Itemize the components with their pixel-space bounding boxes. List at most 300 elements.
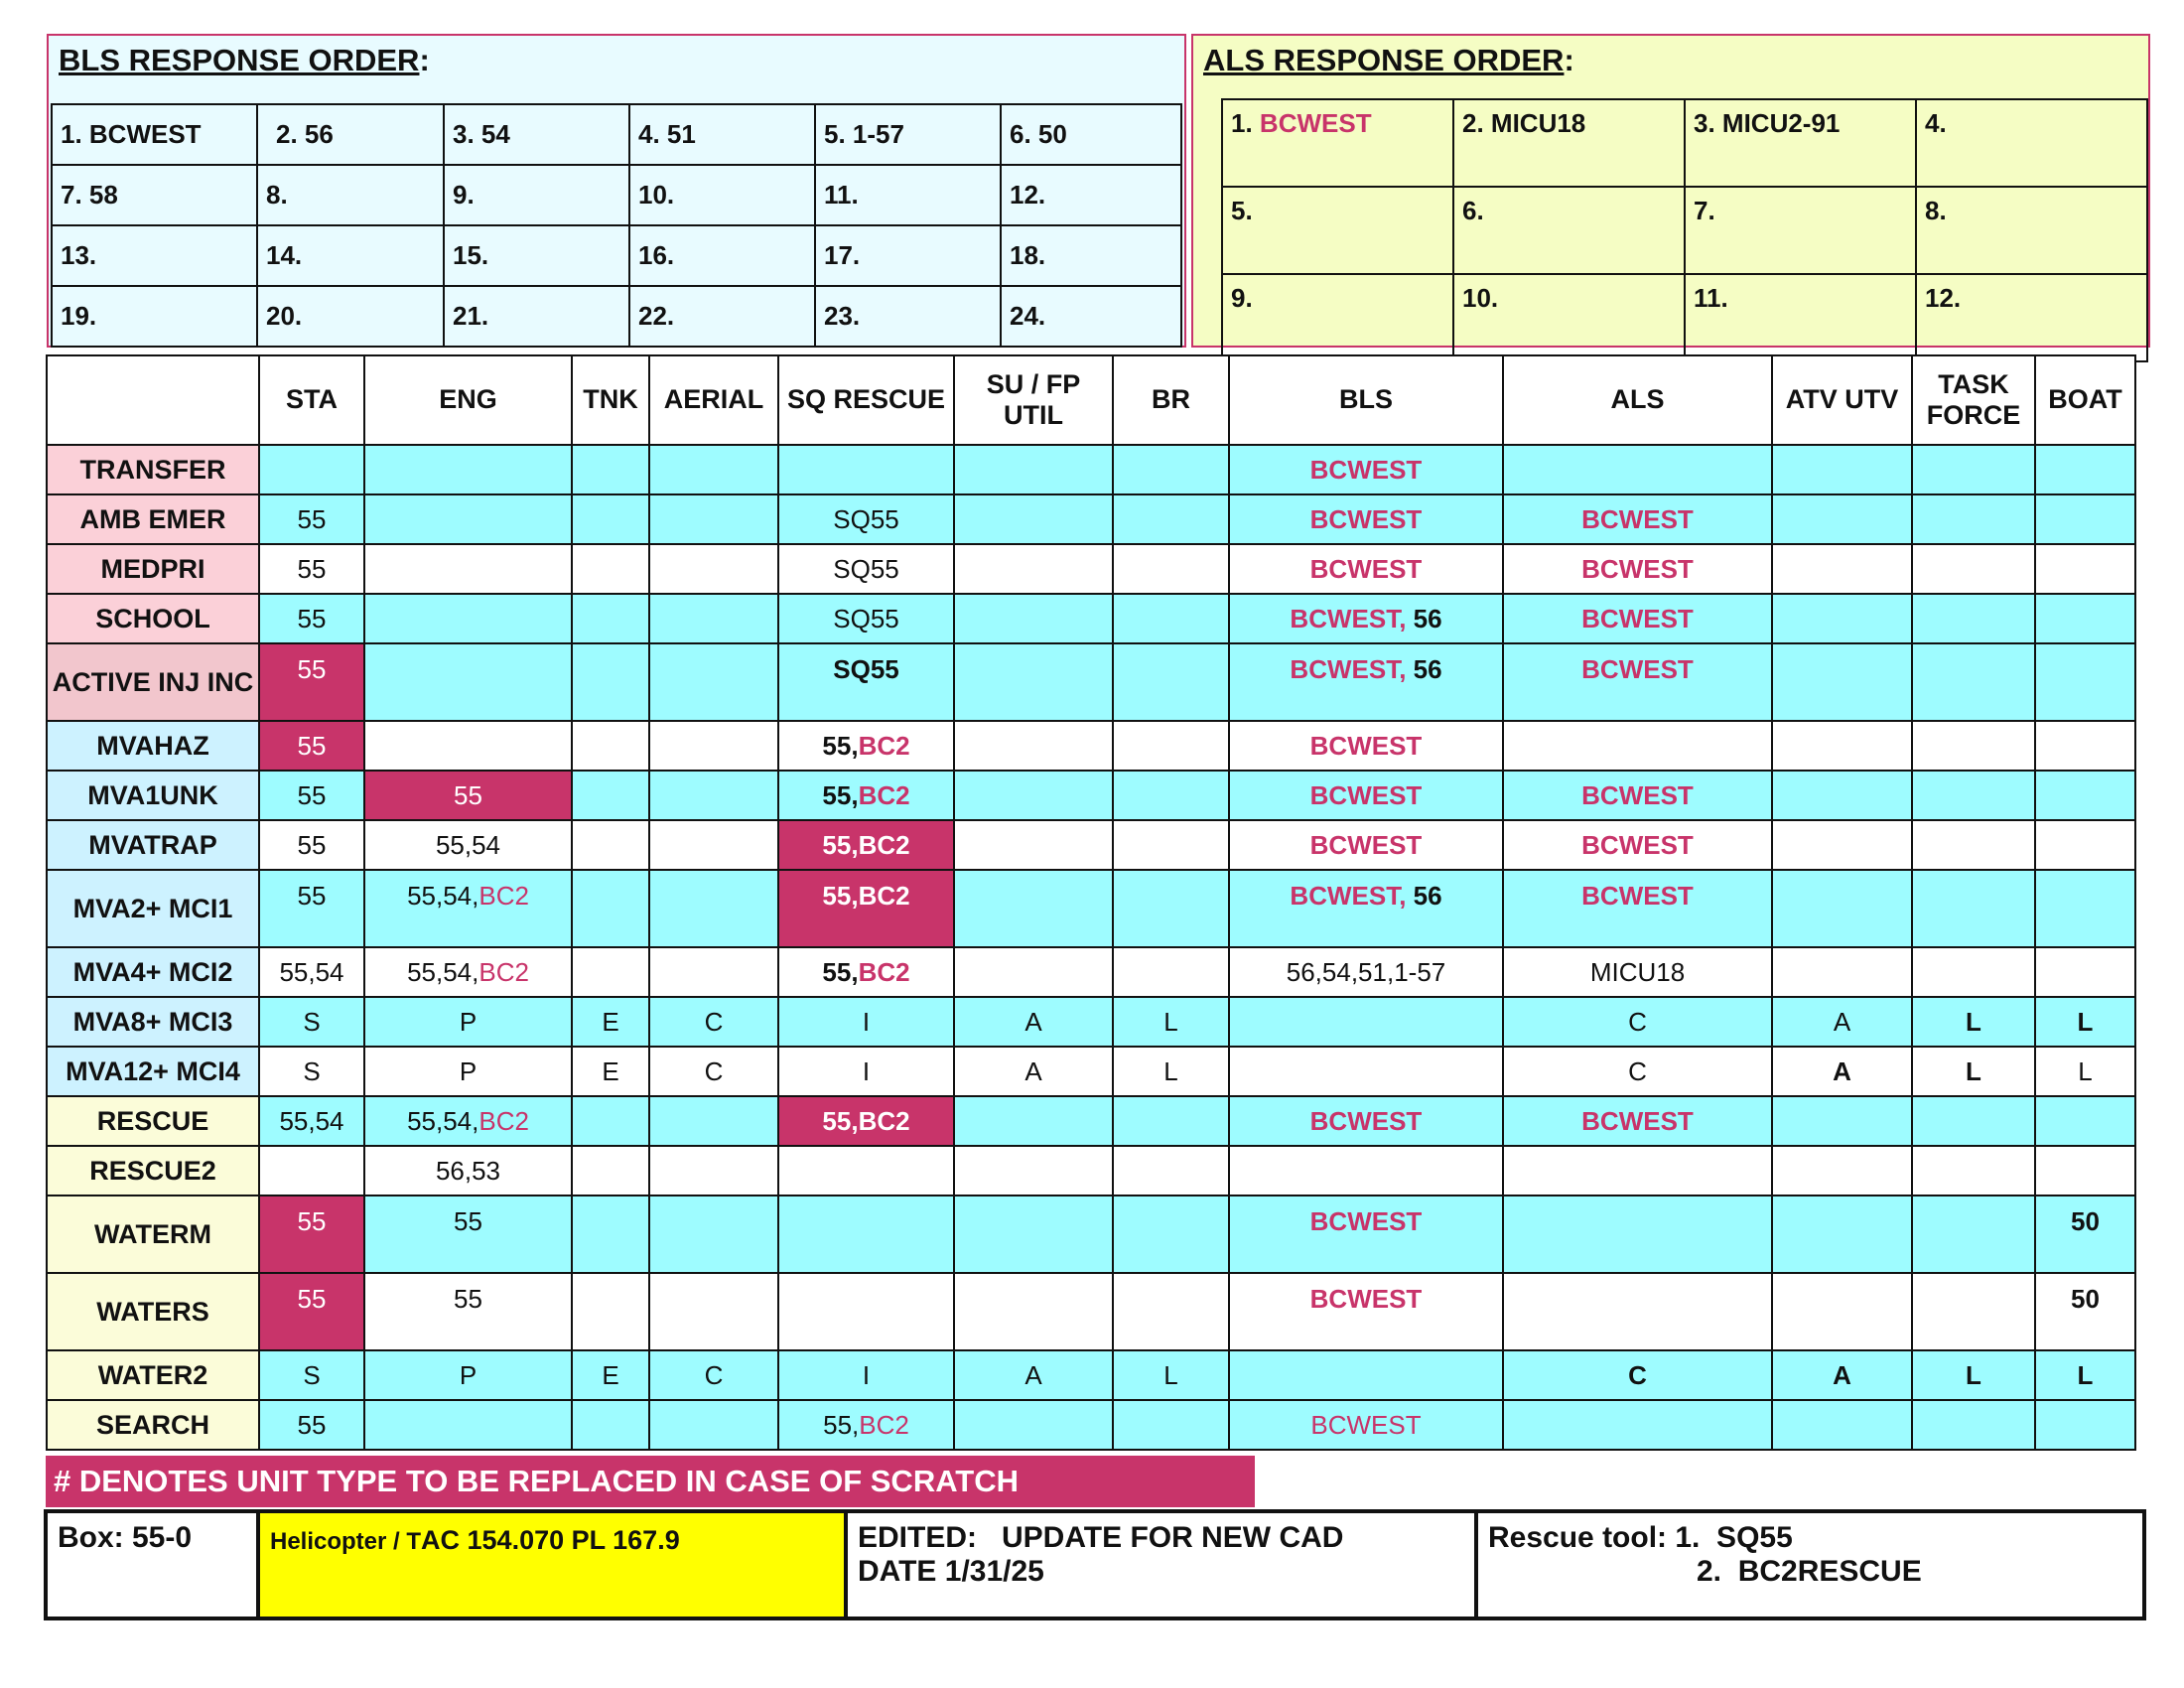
cell-value: 55 <box>822 829 852 860</box>
footer-info-table <box>44 1509 2146 1620</box>
matrix-row <box>47 870 2135 947</box>
cell-br <box>1113 1047 1229 1096</box>
cell-su <box>954 721 1113 771</box>
cell-br <box>1113 820 1229 870</box>
cell-su <box>954 1350 1113 1400</box>
cell-value: BCWEST <box>1309 553 1423 584</box>
cell-tf <box>1912 1096 2035 1146</box>
cell-aerial <box>649 544 778 594</box>
cell-als <box>1503 494 1772 544</box>
cell-su <box>954 643 1113 721</box>
cell-bls <box>1229 544 1503 594</box>
cell-value-secondary: BC2 <box>478 1105 529 1136</box>
cell-br <box>1113 594 1229 643</box>
cell-value: 55,54, <box>407 1105 479 1136</box>
separator: , <box>851 1105 859 1136</box>
cell-eng <box>364 1096 572 1146</box>
matrix-row <box>47 643 2135 721</box>
cell-sta <box>259 820 364 870</box>
cell-tnk <box>572 771 649 820</box>
cell-atv <box>1772 1047 1912 1096</box>
cell-atv <box>1772 544 1912 594</box>
cell-als <box>1503 1400 1772 1450</box>
cell-atv <box>1772 494 1912 544</box>
cell-sta <box>259 997 364 1047</box>
cell-value-secondary: BC2 <box>858 829 910 860</box>
cell-value: BCWEST <box>1581 1105 1694 1136</box>
cell-sq <box>778 544 954 594</box>
cell-tnk <box>572 1400 649 1450</box>
cell-br <box>1113 1350 1229 1400</box>
cell-eng <box>364 544 572 594</box>
cell-value: A <box>1833 1359 1851 1390</box>
cell-tf <box>1912 1400 2035 1450</box>
response-matrix <box>46 354 2136 1451</box>
cell-boat <box>2035 1400 2135 1450</box>
cell-sq <box>778 1273 954 1350</box>
cell-boat <box>2035 1273 2135 1350</box>
cell-value: SQ55 <box>833 503 899 534</box>
bls-order-cell: 14. <box>257 225 444 286</box>
row-label: SEARCH <box>47 1400 259 1450</box>
cell-atv <box>1772 870 1912 947</box>
bls-order-row <box>52 165 1181 225</box>
cell-value: 55 <box>454 779 482 810</box>
cell-value: 55 <box>297 1206 327 1236</box>
cell-value: I <box>862 1055 871 1086</box>
cell-value: I <box>862 1006 871 1037</box>
cell-boat <box>2035 1350 2135 1400</box>
cell-atv <box>1772 721 1912 771</box>
cell-bls <box>1229 643 1503 721</box>
matrix-row <box>47 1196 2135 1273</box>
bls-order-cell: 16. <box>629 225 815 286</box>
cell-tnk <box>572 594 649 643</box>
cell-als <box>1503 1047 1772 1096</box>
cell-aerial <box>649 997 778 1047</box>
bls-response-order-panel <box>47 34 1186 348</box>
cell-value: 55,54 <box>279 1105 344 1136</box>
als-order-row <box>1222 99 2147 187</box>
cell-sq <box>778 820 954 870</box>
cell-value-secondary: 56 <box>1413 654 1442 684</box>
cell-boat <box>2035 870 2135 947</box>
cell-tf <box>1912 594 2035 643</box>
row-label: TRANSFER <box>47 445 259 494</box>
bls-order-cell: 5. 1-57 <box>815 104 1001 165</box>
cell-sta <box>259 643 364 721</box>
cell-sq <box>778 771 954 820</box>
cell-su <box>954 1196 1113 1273</box>
matrix-row <box>47 544 2135 594</box>
cell-value: E <box>602 1055 619 1086</box>
cell-sq <box>778 445 954 494</box>
cell-value: 55 <box>822 1105 852 1136</box>
rescue-tool-line-1: Rescue tool: 1. SQ55 <box>1488 1521 1793 1554</box>
cell-value: A <box>1024 1359 1042 1390</box>
cell-aerial <box>649 870 778 947</box>
als-order-cell: 2. MICU18 <box>1453 99 1685 187</box>
cell-als <box>1503 820 1772 870</box>
cell-bls <box>1229 1400 1503 1450</box>
cell-tnk <box>572 721 649 771</box>
cell-aerial <box>649 721 778 771</box>
cell-tf <box>1912 544 2035 594</box>
bls-order-cell: 11. <box>815 165 1001 225</box>
cell-su <box>954 870 1113 947</box>
cell-tf <box>1912 1047 2035 1096</box>
bls-order-cell: 4. 51 <box>629 104 815 165</box>
cell-value: C <box>1628 1359 1647 1390</box>
cell-su <box>954 494 1113 544</box>
cell-boat <box>2035 445 2135 494</box>
bls-order-cell: 13. <box>52 225 257 286</box>
cell-su <box>954 1047 1113 1096</box>
cell-value: E <box>602 1359 619 1390</box>
cell-value: L <box>1966 1006 1981 1037</box>
cell-eng <box>364 643 572 721</box>
cell-eng <box>364 594 572 643</box>
cell-boat <box>2035 1196 2135 1273</box>
cell-value: BCWEST <box>1290 654 1400 684</box>
cell-boat <box>2035 947 2135 997</box>
cell-br <box>1113 870 1229 947</box>
als-order-cell: 9. <box>1222 274 1453 361</box>
cell-value: SQ55 <box>833 654 899 684</box>
cell-value: C <box>704 1359 724 1390</box>
cell-sta <box>259 1400 364 1450</box>
cell-sta <box>259 721 364 771</box>
cell-eng <box>364 1196 572 1273</box>
cell-value: A <box>1024 1006 1042 1037</box>
cell-sq <box>778 1400 954 1450</box>
cell-als <box>1503 1196 1772 1273</box>
cell-value-secondary: 56 <box>1413 881 1442 911</box>
als-order-grid <box>1221 98 2148 362</box>
cell-boat <box>2035 594 2135 643</box>
cell-value: E <box>602 1006 619 1037</box>
cell-value: BCWEST <box>1309 829 1423 860</box>
cell-tf <box>1912 494 2035 544</box>
cell-aerial <box>649 947 778 997</box>
cell-br <box>1113 947 1229 997</box>
cell-als <box>1503 1146 1772 1196</box>
als-order-cell: 7. <box>1685 187 1916 274</box>
cell-tnk <box>572 1196 649 1273</box>
bls-order-cell: 20. <box>257 286 444 347</box>
cell-als <box>1503 643 1772 721</box>
cell-bls <box>1229 445 1503 494</box>
column-header: TNK <box>572 355 649 445</box>
row-label: WATERM <box>47 1196 259 1273</box>
cell-tf <box>1912 1350 2035 1400</box>
matrix-row <box>47 947 2135 997</box>
cell-sq <box>778 494 954 544</box>
column-header: BR <box>1113 355 1229 445</box>
cell-eng <box>364 771 572 820</box>
matrix-header-row <box>47 355 2135 445</box>
cell-aerial <box>649 494 778 544</box>
cell-tf <box>1912 947 2035 997</box>
cell-sta <box>259 1350 364 1400</box>
matrix-row <box>47 494 2135 544</box>
cell-bls <box>1229 1096 1503 1146</box>
cell-value: BCWEST <box>1309 454 1423 485</box>
cell-su <box>954 544 1113 594</box>
separator: , <box>851 730 859 761</box>
cell-als <box>1503 1350 1772 1400</box>
cell-value: 50 <box>2071 1284 2100 1314</box>
row-label: MVA12+ MCI4 <box>47 1047 259 1096</box>
cell-value: BCWEST <box>1290 881 1400 911</box>
cell-value: 55 <box>297 730 327 761</box>
cell-value: BCWEST <box>1581 829 1694 860</box>
cell-tf <box>1912 445 2035 494</box>
cell-als <box>1503 947 1772 997</box>
cell-value: P <box>459 1055 478 1086</box>
bls-order-row <box>52 225 1181 286</box>
cell-aerial <box>649 1096 778 1146</box>
cell-br <box>1113 1400 1229 1450</box>
cell-value-secondary: BC2 <box>858 779 910 810</box>
bls-order-cell: 6. 50 <box>1001 104 1181 165</box>
cell-value: S <box>303 1006 321 1037</box>
cell-tf <box>1912 997 2035 1047</box>
row-label: RESCUE2 <box>47 1146 259 1196</box>
cell-sta <box>259 1047 364 1096</box>
column-header: STA <box>259 355 364 445</box>
bls-order-cell: 1. BCWEST <box>52 104 257 165</box>
cell-br <box>1113 721 1229 771</box>
cell-value-secondary: BC2 <box>858 1105 910 1136</box>
cell-atv <box>1772 643 1912 721</box>
cell-value: C <box>1628 1006 1647 1037</box>
cell-value-secondary: BC2 <box>858 881 910 911</box>
cell-aerial <box>649 445 778 494</box>
edited-date: DATE 1/31/25 <box>858 1555 1044 1588</box>
cell-sta <box>259 1146 364 1196</box>
edited-note <box>846 1511 1476 1618</box>
row-label: MVAHAZ <box>47 721 259 771</box>
cell-value: SQ55 <box>833 553 899 584</box>
cell-value: L <box>2077 1359 2094 1390</box>
cell-tnk <box>572 544 649 594</box>
cell-atv <box>1772 820 1912 870</box>
cell-tf <box>1912 771 2035 820</box>
cell-value: BCWEST <box>1310 1409 1422 1440</box>
cell-aerial <box>649 1350 778 1400</box>
cell-tnk <box>572 997 649 1047</box>
cell-als <box>1503 721 1772 771</box>
cell-bls <box>1229 721 1503 771</box>
cell-bls <box>1229 771 1503 820</box>
cell-value: 55 <box>297 779 327 810</box>
cell-br <box>1113 494 1229 544</box>
als-order-row <box>1222 187 2147 274</box>
cell-bls <box>1229 820 1503 870</box>
cell-value: 55 <box>297 829 327 860</box>
cell-value: BCWEST <box>1309 1206 1423 1236</box>
cell-bls <box>1229 1273 1503 1350</box>
cell-atv <box>1772 947 1912 997</box>
cell-tnk <box>572 820 649 870</box>
separator: , <box>1399 654 1414 684</box>
cell-value: C <box>1628 1055 1647 1086</box>
cell-value: L <box>2077 1006 2094 1037</box>
cell-value: 55 <box>297 553 327 584</box>
matrix-row <box>47 1096 2135 1146</box>
als-order-cell: 11. <box>1685 274 1916 361</box>
row-label: RESCUE <box>47 1096 259 1146</box>
cell-value: 55,54 <box>435 829 501 860</box>
bls-order-cell: 18. <box>1001 225 1181 286</box>
cell-su <box>954 1400 1113 1450</box>
bls-order-cell: 15. <box>444 225 629 286</box>
cell-bls <box>1229 997 1503 1047</box>
separator: , <box>851 956 859 987</box>
cell-sq <box>778 594 954 643</box>
cell-value: 55 <box>822 730 852 761</box>
cell-sta <box>259 947 364 997</box>
cell-bls <box>1229 494 1503 544</box>
cell-eng <box>364 1273 572 1350</box>
cell-als <box>1503 1096 1772 1146</box>
cell-eng <box>364 1146 572 1196</box>
cell-tf <box>1912 870 2035 947</box>
als-order-cell: 3. MICU2-91 <box>1685 99 1916 187</box>
row-label: MVA1UNK <box>47 771 259 820</box>
cell-tnk <box>572 643 649 721</box>
cell-eng <box>364 494 572 544</box>
row-label: MVA4+ MCI2 <box>47 947 259 997</box>
column-header: TASK FORCE <box>1912 355 2035 445</box>
cell-su <box>954 594 1113 643</box>
cell-value: 55 <box>454 1284 482 1314</box>
cell-boat <box>2035 643 2135 721</box>
cell-tnk <box>572 494 649 544</box>
cell-bls <box>1229 1196 1503 1273</box>
matrix-row <box>47 1400 2135 1450</box>
cell-tnk <box>572 1146 649 1196</box>
cell-eng <box>364 1047 572 1096</box>
cell-boat <box>2035 721 2135 771</box>
matrix-row <box>47 1273 2135 1350</box>
als-order-cell <box>1222 99 1453 187</box>
cell-sq <box>778 1146 954 1196</box>
cell-br <box>1113 1273 1229 1350</box>
cell-value: BCWEST <box>1309 779 1423 810</box>
cell-sta <box>259 445 364 494</box>
cell-value: 55,54, <box>407 881 479 911</box>
cell-sq <box>778 721 954 771</box>
cell-sta <box>259 494 364 544</box>
cell-value: BCWEST <box>1309 730 1423 761</box>
cell-value: P <box>459 1359 478 1390</box>
bls-order-cell: 23. <box>815 286 1001 347</box>
edited-line: EDITED: UPDATE FOR NEW CAD <box>858 1521 1344 1554</box>
cell-aerial <box>649 771 778 820</box>
cell-tnk <box>572 1273 649 1350</box>
row-label: WATERS <box>47 1273 259 1350</box>
matrix-row <box>47 445 2135 494</box>
cell-atv <box>1772 997 1912 1047</box>
cell-aerial <box>649 1196 778 1273</box>
column-header: ENG <box>364 355 572 445</box>
cell-sta <box>259 870 364 947</box>
cell-br <box>1113 544 1229 594</box>
cell-value: BCWEST <box>1290 603 1400 633</box>
column-header: SU / FP UTIL <box>954 355 1113 445</box>
cell-value-secondary: BC2 <box>859 1409 909 1440</box>
als-order-cell: 6. <box>1453 187 1685 274</box>
scratch-notice-banner: # DENOTES UNIT TYPE TO BE REPLACED IN CASE OF SCRATCH <box>46 1456 1255 1507</box>
cell-value: L <box>1163 1006 1178 1037</box>
cell-sq <box>778 1096 954 1146</box>
matrix-row <box>47 820 2135 870</box>
cell-value: 55 <box>297 1284 327 1314</box>
cell-value: BCWEST <box>1309 503 1423 534</box>
cell-value: 55 <box>297 654 327 684</box>
bls-order-cell: 19. <box>52 286 257 347</box>
cell-su <box>954 1096 1113 1146</box>
row-label: AMB EMER <box>47 494 259 544</box>
row-label: SCHOOL <box>47 594 259 643</box>
cell-value: S <box>303 1055 321 1086</box>
bls-order-cell: 2. 56 <box>257 104 444 165</box>
cell-eng <box>364 445 572 494</box>
cell-value: 55 <box>297 603 327 633</box>
separator: , <box>851 881 859 911</box>
bls-order-cell: 8. <box>257 165 444 225</box>
row-label: ACTIVE INJ INC <box>47 643 259 721</box>
cell-value: BCWEST <box>1309 1284 1423 1314</box>
column-header: AERIAL <box>649 355 778 445</box>
cell-eng <box>364 997 572 1047</box>
als-order-cell: 5. <box>1222 187 1453 274</box>
als-order-cell: 12. <box>1916 274 2147 361</box>
cell-br <box>1113 445 1229 494</box>
cell-value: 50 <box>2071 1206 2100 1236</box>
cell-tf <box>1912 721 2035 771</box>
bls-order-cell: 7. 58 <box>52 165 257 225</box>
row-label: MEDPRI <box>47 544 259 594</box>
cell-aerial <box>649 643 778 721</box>
matrix-row <box>47 721 2135 771</box>
cell-aerial <box>649 594 778 643</box>
cell-value: P <box>459 1006 478 1037</box>
cell-value: A <box>1024 1055 1042 1086</box>
cell-atv <box>1772 1096 1912 1146</box>
matrix-row <box>47 594 2135 643</box>
cell-als <box>1503 594 1772 643</box>
cell-value-secondary: BC2 <box>858 956 910 987</box>
separator: , <box>851 779 859 810</box>
cell-tf <box>1912 1146 2035 1196</box>
cell-atv <box>1772 594 1912 643</box>
cell-boat <box>2035 494 2135 544</box>
bls-response-order-title: BLS RESPONSE ORDER: <box>59 43 430 77</box>
cell-value: 55,54, <box>407 956 479 987</box>
cell-br <box>1113 771 1229 820</box>
cell-su <box>954 771 1113 820</box>
cell-tf <box>1912 820 2035 870</box>
cell-atv <box>1772 1273 1912 1350</box>
row-label: WATER2 <box>47 1350 259 1400</box>
cell-atv <box>1772 1196 1912 1273</box>
cell-su <box>954 445 1113 494</box>
cell-aerial <box>649 1273 778 1350</box>
cell-su <box>954 947 1113 997</box>
